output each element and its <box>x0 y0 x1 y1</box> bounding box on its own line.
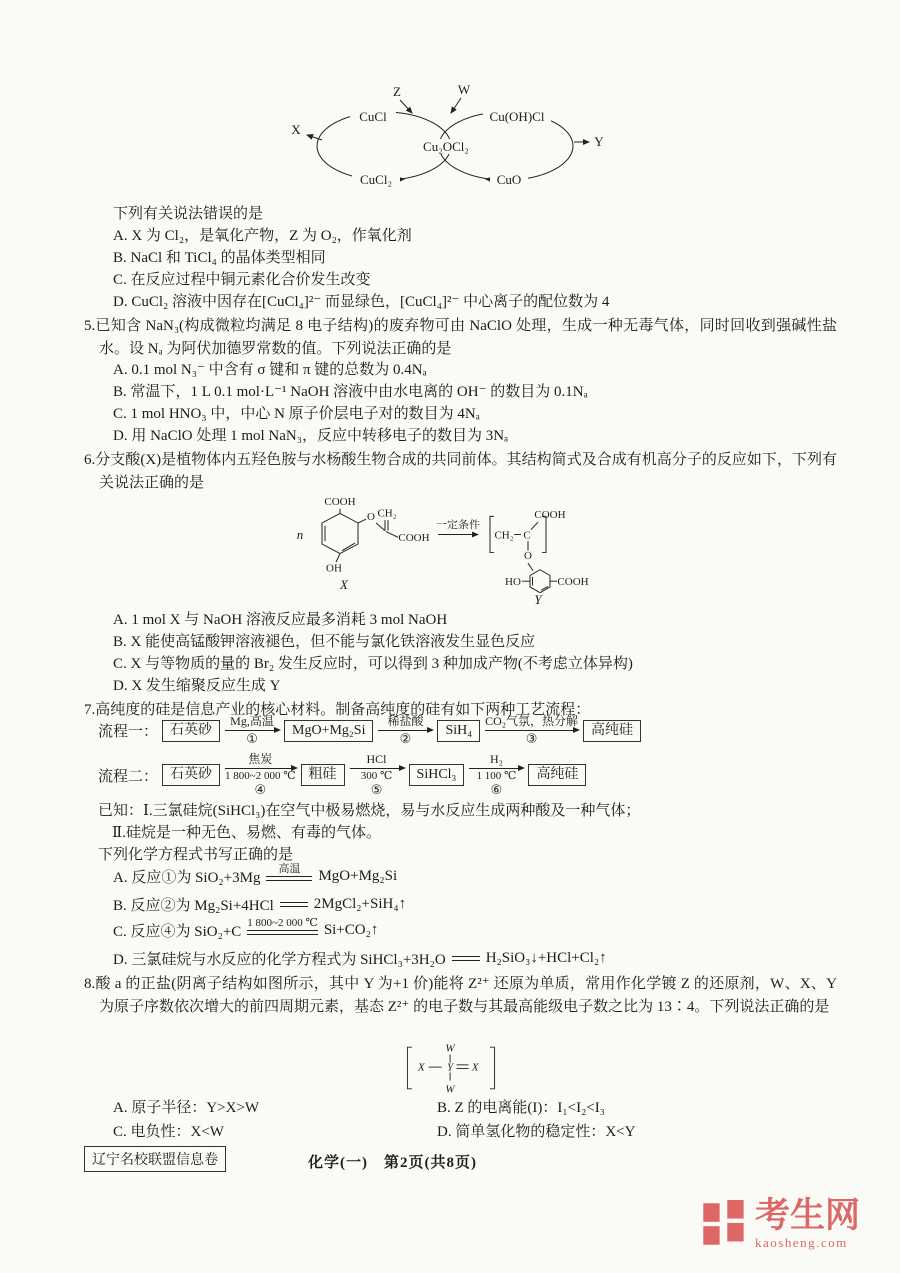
watermark-text <box>755 1197 860 1251</box>
kaosheng-watermark <box>702 1197 860 1251</box>
condition-label: 高温 <box>278 862 301 875</box>
flow1-box-mgo-mg2si: MgO+Mg₂Si <box>284 720 373 742</box>
cycle-node-x: X <box>291 122 301 137</box>
flow1-arrow-1-label: Mg,高温 <box>230 714 274 728</box>
q7-equation-c <box>113 916 379 941</box>
ch2-label: CH₂ <box>377 507 397 520</box>
watermark-site-name: 考生网 <box>755 1196 861 1235</box>
flow2-arrow-2-number: ⑤ <box>370 783 383 798</box>
watermark-site-domain: kaosheng.com <box>755 1234 848 1250</box>
double-line <box>247 930 318 935</box>
q8-option-d: D. 简单氢化物的稳定性：X<Y <box>437 1124 636 1140</box>
q5-option-b: B. 常温下，1 L 0.1 mol·L⁻¹ NaOH 溶液中由水电离的 OH⁻ 的数目为 0.1Nₐ <box>113 384 588 400</box>
arrow-line <box>378 730 432 731</box>
cycle-node-w: W <box>457 82 471 97</box>
q5-option-c: C. 1 mol HNO₃ 中，中心 N 原子价层电子对的数目为 4Nₐ <box>113 406 480 422</box>
reaction-condition <box>247 917 318 935</box>
flow1-arrow-2-label: 稀盐酸 <box>387 714 424 728</box>
flow1-arrow-3-label: CO₂气氛，热分解 <box>485 714 579 728</box>
arrow-line <box>469 768 523 769</box>
flow2-box-quartz: 石英砂 <box>162 764 220 786</box>
process-flow-2 <box>98 752 586 798</box>
cycle-node-z: Z <box>393 84 401 99</box>
footer-league-stamp: 辽宁名校联盟信息卷 <box>84 1146 226 1172</box>
reaction-condition-label: 一定条件 <box>436 518 480 531</box>
flow1-arrow-2 <box>378 714 432 747</box>
flow2-arrow-3-label: H₂ <box>490 752 503 766</box>
flow1-box-pure-si: 高纯硅 <box>583 720 641 742</box>
oh-label: OH <box>326 562 342 575</box>
flow1-arrow-1 <box>225 714 279 747</box>
equation-text: MgO+Mg₂Si <box>318 868 398 884</box>
polymer-c-label: C <box>523 529 531 542</box>
cycle-node-cuo: CuO <box>496 172 522 187</box>
kaosheng-logo-icon <box>702 1200 746 1248</box>
flow1-label: 流程一： <box>98 724 159 740</box>
flow1-box-sih4: SiH₄ <box>437 720 480 742</box>
flow2-arrow-2-temp: 300 ℃ <box>360 770 393 782</box>
flow2-box-crude-si: 粗硅 <box>301 764 345 786</box>
cycle-node-cuohcl: Cu(OH)Cl <box>489 109 545 124</box>
polymer-cooh-label: COOH <box>534 509 566 522</box>
q7-stem: 7.高纯度的硅是信息产业的核心材料。制备高纯度的硅有如下两种工艺流程： <box>84 702 591 718</box>
flow2-arrow-1 <box>225 752 296 798</box>
anion-x-right: X <box>471 1061 479 1074</box>
arrow-line <box>225 730 279 731</box>
anion-w-top: W <box>445 1042 455 1055</box>
flow2-arrow-2-label: HCl <box>366 752 387 766</box>
arrow-line <box>485 730 578 731</box>
q8-option-a: A. 原子半径：Y>X>W <box>113 1100 260 1116</box>
flow1-arrow-3-number: ③ <box>525 732 538 747</box>
anion-y: Y <box>446 1061 454 1074</box>
q7-equation-a <box>113 862 398 887</box>
cycle-node-cucl2: CuCl₂ <box>360 172 392 187</box>
cooh-side-label: COOH <box>398 532 430 545</box>
flow1-arrow-2-number: ② <box>399 732 412 747</box>
flow2-arrow-3 <box>469 752 523 798</box>
equation-text: Si+CO₂↑ <box>323 922 379 938</box>
reaction-condition <box>266 863 312 881</box>
q5-option-a: A. 0.1 mol N₃⁻ 中含有 σ 键和 π 键的总数为 0.4Nₐ <box>113 362 427 378</box>
equation-text: H₂SiO₃↓+HCl+Cl₂↑ <box>485 950 607 966</box>
ether-o-label: O <box>367 511 375 524</box>
copper-cycle-diagram <box>278 82 612 204</box>
flow2-arrow-3-number: ⑥ <box>490 783 503 798</box>
q8-stem: 8.酸 a 的正盐(阴离子结构如图所示，其中 Y 为+1 价)能将 Z²⁺ 还原为单质，常用作化学镀 Z 的还原剂，W、X、Y 为原子序数依次增大的前四周期元素，基态 Z²⁺ 的电子数与其最高能级电子数之比为 13∶4。下列说法正确的是 <box>84 976 837 1015</box>
process-flow-1 <box>98 714 641 747</box>
x-structure-label: X <box>340 578 348 592</box>
flow1-arrow-1-number: ① <box>246 732 258 747</box>
q4-option-c: C. 在反应过程中铜元素化合价发生改变 <box>113 272 371 288</box>
flow2-arrow-3-temp: 1 100 ℃ <box>476 770 517 782</box>
anion-x-left: X <box>417 1061 425 1074</box>
equation-text: D. 三氯硅烷与水反应的化学方程式为 SiHCl₃+3H₂O <box>113 952 446 968</box>
polymer-ch2-label: CH₂ <box>494 529 514 542</box>
q4-stem: 下列有关说法错误的是 <box>113 206 264 222</box>
flow2-arrow-1-temp: 1 800~2 000 ℃ <box>225 770 296 782</box>
flow1-box-quartz: 石英砂 <box>162 720 220 742</box>
q8-option-b: B. Z 的电离能(I)：I₁<I₂<I₃ <box>437 1100 605 1116</box>
arrow-line <box>350 768 404 769</box>
flow2-arrow-1-number: ④ <box>254 783 267 798</box>
cycle-node-cucl: CuCl <box>359 109 387 124</box>
anion-labels <box>417 1043 480 1095</box>
anion-structure-diagram <box>400 1040 502 1096</box>
q6-option-a: A. 1 mol X 与 NaOH 溶液反应最多消耗 3 mol NaOH <box>113 612 448 628</box>
anion-w-bottom: W <box>445 1083 455 1096</box>
polymer-ho-label: HO <box>505 576 521 588</box>
flow2-box-pure-si: 高纯硅 <box>528 764 586 786</box>
q6-option-c: C. X 与等物质的量的 Br₂ 发生反应时，可以得到 3 种加成产物(不考虑立体异构) <box>113 656 633 672</box>
q5-stem: 5.已知含 NaN₃(构成微粒均满足 8 电子结构)的废弃物可由 NaClO 处理，生成一种无毒气体，同时回收到强碱性盐水。设 Nₐ 为阿伏加德罗常数的值。下列说法正确的是 <box>84 318 837 357</box>
double-line <box>452 956 480 961</box>
q7-known-2: Ⅱ.硅烷是一种无色、易燃、有毒的气体。 <box>112 825 381 841</box>
q6-option-b: B. X 能使高锰酸钾溶液褪色，但不能与氯化铁溶液发生显色反应 <box>113 634 536 650</box>
q7-equation-d <box>113 948 607 969</box>
flow1-arrow-3 <box>485 714 578 747</box>
condition-label: 1 800~2 000 ℃ <box>247 916 318 929</box>
q4-option-d: D. CuCl₂ 溶液中因存在[CuCl₄]²⁻ 而显绿色，[CuCl₄]²⁻ 中心离子的配位数为 4 <box>113 294 610 310</box>
flow2-label: 流程二： <box>98 768 159 785</box>
q4-option-a: A. X 为 Cl₂，是氧化产物，Z 为 O₂，作氧化剂 <box>113 228 412 244</box>
q6-option-d: D. X 发生缩聚反应生成 Y <box>113 678 281 694</box>
polymer-o-label: O <box>524 550 532 563</box>
q8-option-c: C. 电负性：X<W <box>113 1124 224 1140</box>
double-line <box>280 902 308 907</box>
footer-page-info: 化学(一) 第2页(共8页) <box>308 1155 477 1171</box>
q7-known-1: 已知：Ⅰ.三氯硅烷(SiHCl₃)在空气中极易燃烧，易与水反应生成两种酸及一种气体； <box>98 803 641 819</box>
cycle-node-center: Cu₂OCl₂ <box>423 139 469 154</box>
y-structure-label: Y <box>534 593 542 606</box>
cooh-top-label: COOH <box>324 496 356 508</box>
q7-ask: 下列化学方程式书写正确的是 <box>98 847 294 863</box>
polymer-n-label: n <box>296 528 304 543</box>
equation-text: B. 反应②为 Mg₂Si+4HCl <box>113 898 274 914</box>
q5-option-d: D. 用 NaClO 处理 1 mol NaN₃，反应中转移电子的数目为 3Nₐ <box>113 428 509 444</box>
chorismic-acid-structure-diagram <box>292 482 592 606</box>
q6-stem: 6.分支酸(X)是植物体内五羟色胺与水杨酸生物合成的共同前体。其结构简式及合成有机高分子的反应如下，下列有关说法正确的是 <box>84 452 837 491</box>
cycle-node-y: Y <box>594 134 604 149</box>
double-line <box>266 876 312 881</box>
flow2-arrow-1-label: 焦炭 <box>248 752 273 766</box>
polymer-cooh2-label: COOH <box>557 576 589 588</box>
equation-text: 2MgCl₂+SiH₄↑ <box>313 896 407 912</box>
equation-text: A. 反应①为 SiO₂+3Mg <box>113 870 261 886</box>
flow2-box-sihcl3: SiHCl₃ <box>409 764 465 786</box>
q4-option-b: B. NaCl 和 TiCl₄ 的晶体类型相同 <box>113 250 326 266</box>
flow2-arrow-2 <box>350 752 404 798</box>
arrow-line <box>225 768 296 769</box>
q7-equation-b <box>113 894 406 915</box>
equation-text: C. 反应④为 SiO₂+C <box>113 924 242 940</box>
